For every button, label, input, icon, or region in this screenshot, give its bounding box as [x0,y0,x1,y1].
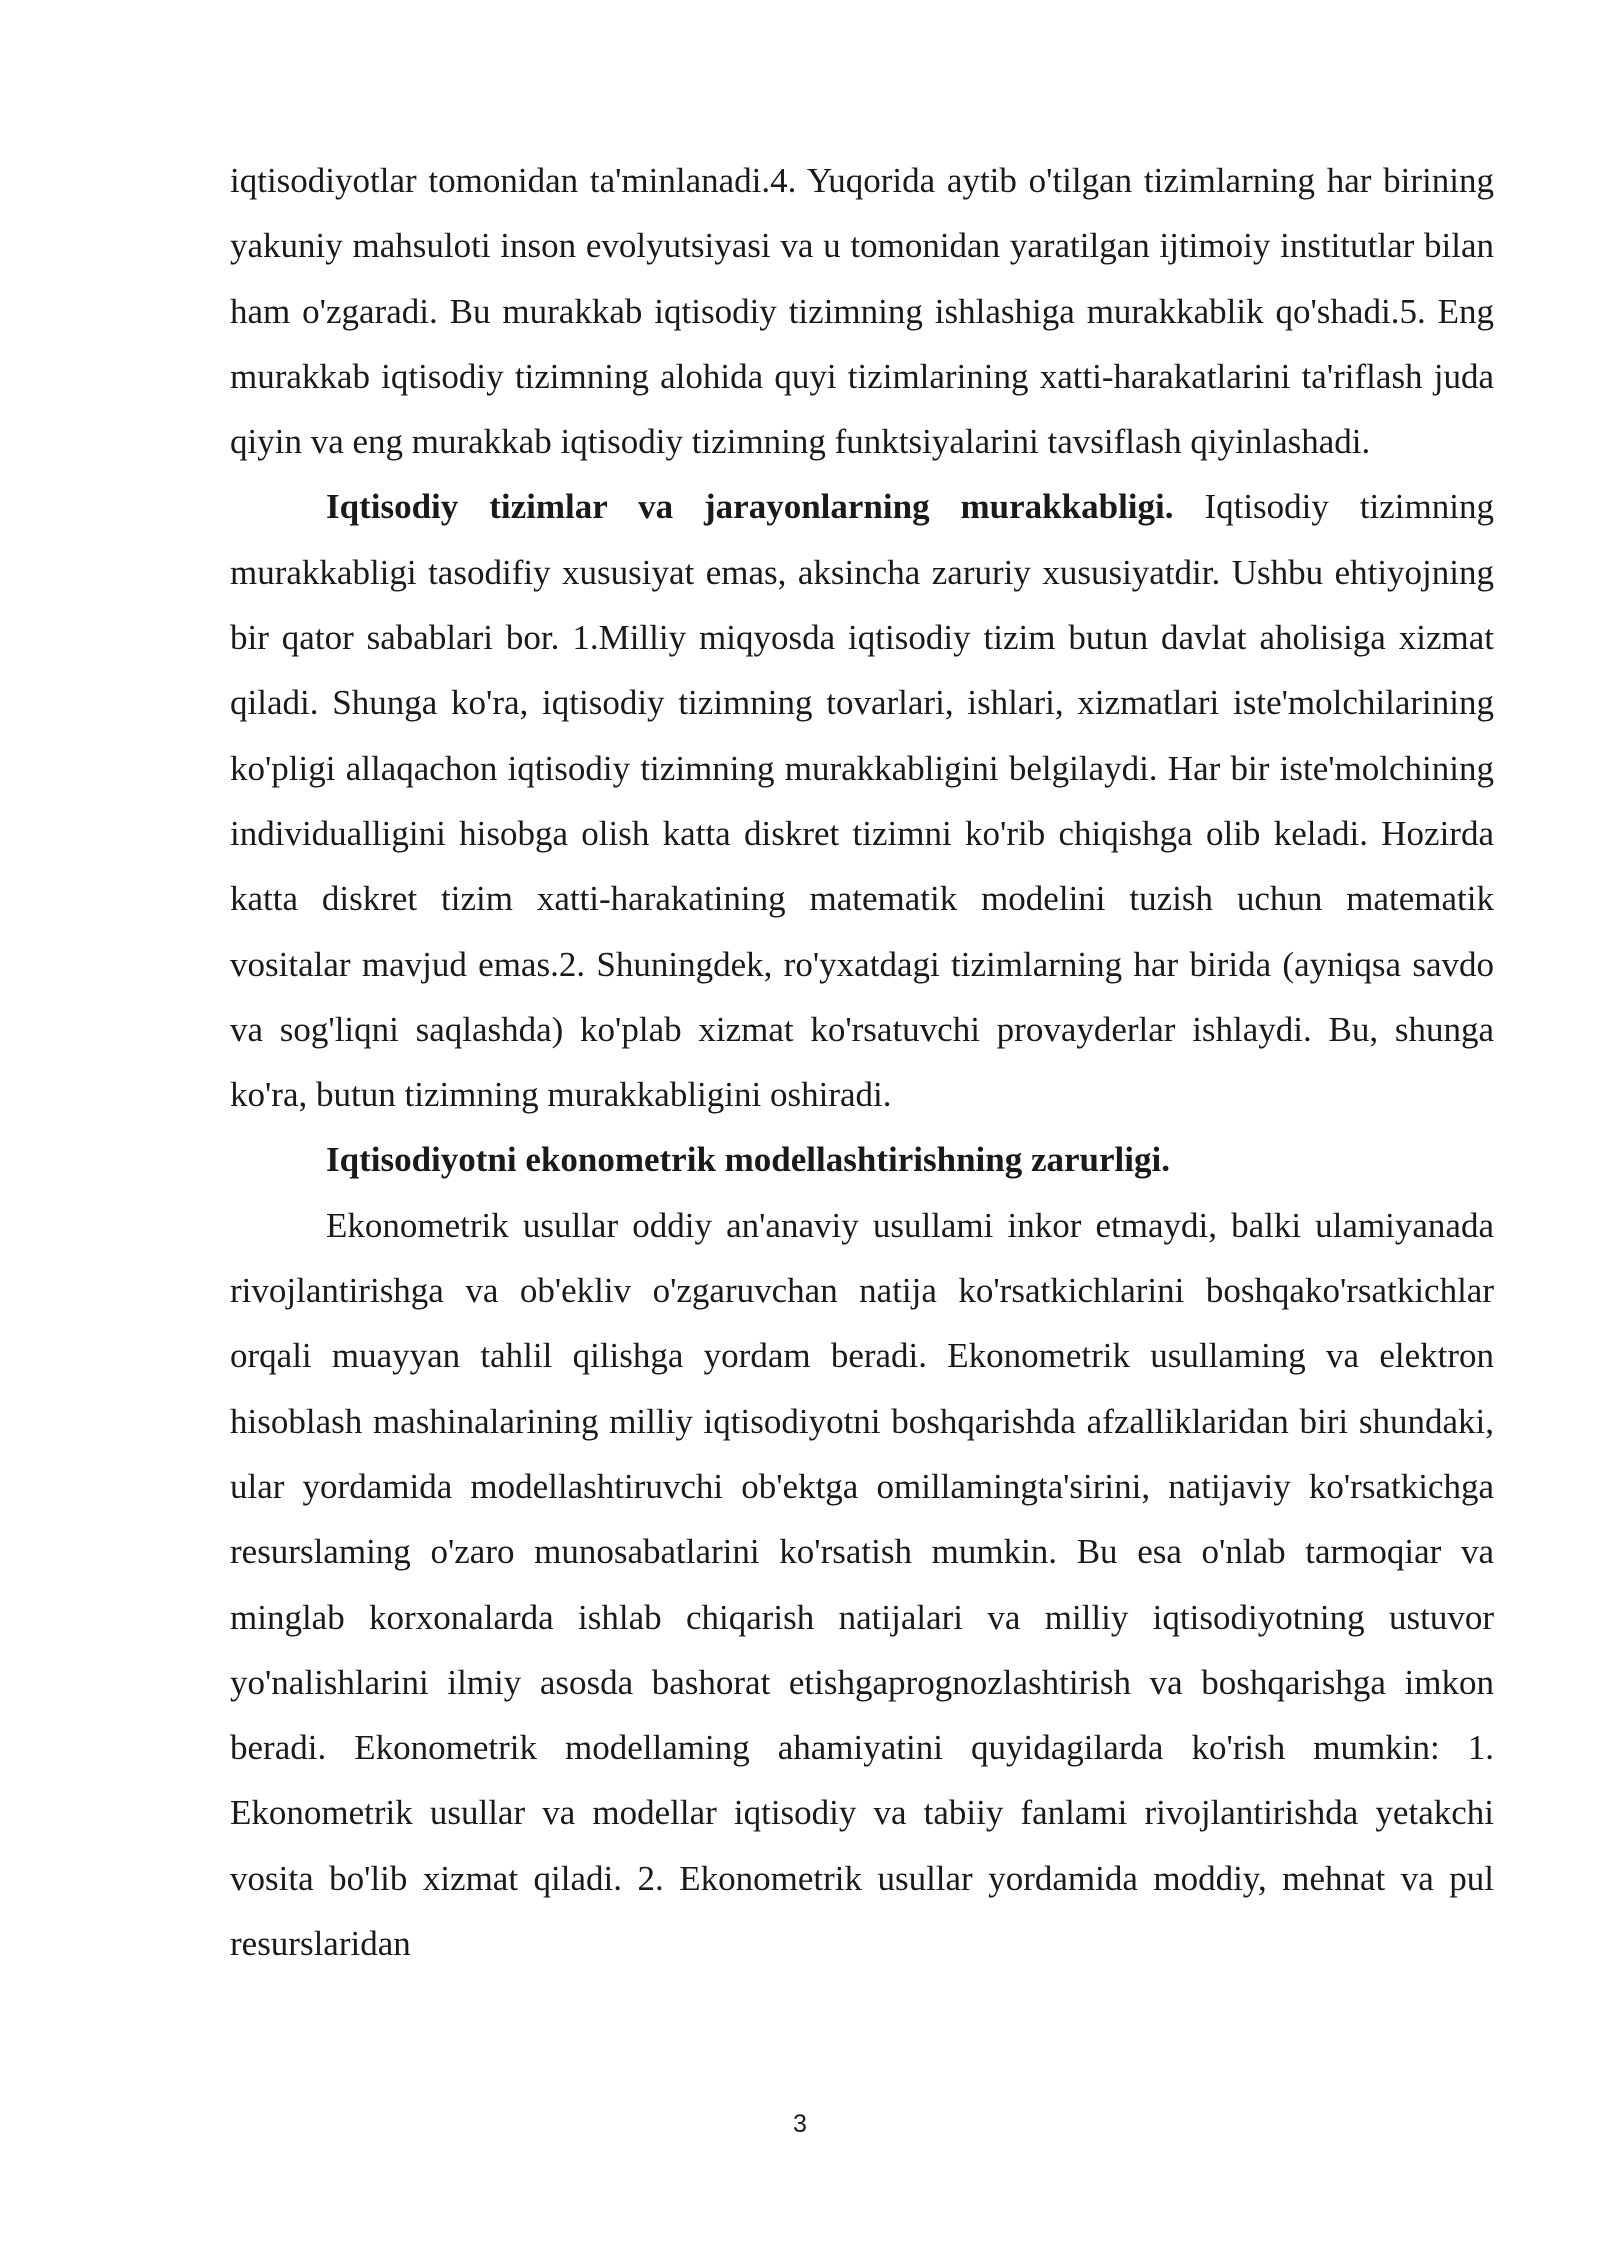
page-number: 3 [793,2110,807,2138]
document-body [230,148,1494,1976]
paragraph-2-body: Iqtisodiy tizimning murakkabligi tasodifiy xususiyat emas, aksincha zaruriy xususiyatdir. Ushbu ehtiyojning bir qator sabablari bor. 1.Milliy miqyosda iqtisodiy tizim butun davlat aholisiga xizmat qiladi. Shunga ko'ra, iqtisodiy tizimning tovarlari, ishlari, xizmatlari iste'molchilarining ko'pligi allaqachon iqtisodiy tizimning murakkabligini belgilaydi. Har bir iste'molchining individualligini hisobga olish katta diskret tizimni ko'rib chiqishga olib keladi. Hozirda katta diskret tizim xatti-harakatining matematik modelini tuzish uchun matematik vositalar mavjud emas.2. Shuningdek, ro'yxatdagi tizimlarning har birida (ayniqsa savdo va sog'liqni saqlashda) ko'plab xizmat ko'rsatuvchi provayderlar ishlaydi. Bu, shunga ko'ra, butun tizimning murakkabligini oshiradi. [230,487,1494,1115]
paragraph-2 [230,474,1494,1127]
paragraph-1: iqtisodiyotlar tomonidan ta'minlanadi.4. Yuqorida aytib o'tilgan tizimlarning har birining yakuniy mahsuloti inson evolyutsiyasi va u tomonidan yaratilgan ijtimoiy institutlar bilan ham o'zgaradi. Bu murakkab iqtisodiy tizimning ishlashiga murakkablik qo'shadi.5. Eng murakkab iqtisodiy tizimning alohida quyi tizimlarining xatti-harakatlarini ta'riflash juda qiyin va eng murakkab iqtisodiy tizimning funktsiyalarini tavsiflash qiyinlashadi. [230,161,1494,462]
paragraph-2-heading: Iqtisodiy tizimlar va jarayonlarning murakkabligi. [326,487,1174,527]
section-heading: Iqtisodiyotni ekonometrik modellashtirishning zarurligi. [326,1140,1170,1180]
paragraph-4: Ekonometrik usullar oddiy an'anaviy usullami inkor etmaydi, balki ulamiyanada rivojlantirishga va ob'ekliv o'zgaruvchan natija ko'rsatkichlarini boshqako'rsatkichlar orqali muayyan tahlil qilishga yordam beradi. Ekonometrik usullaming va elektron hisoblash mashinalarining milliy iqtisodiyotni boshqarishda afzalliklaridan biri shundaki, ular yordamida modellashtiruvchi ob'ektga omillamingta'sirini, natijaviy ko'rsatkichga resurslaming o'zaro munosabatlarini ko'rsatish mumkin. Bu esa o'nlab tarmoqiar va minglab korxonalarda ishlab chiqarish natijalari va milliy iqtisodiyotning ustuvor yo'nalishlarini ilmiy asosda bashorat etishgaprognozlashtirish va boshqarishga imkon beradi. Ekonometrik modellaming ahamiyatini quyidagilarda ko'rish mumkin: 1. Ekonometrik usullar va modellar iqtisodiy va tabiiy fanlami rivojlantirishda yetakchi vosita bo'lib xizmat qiladi. 2. Ekonometrik usullar yordamida moddiy, mehnat va pul resurslaridan [230,1205,1494,1964]
